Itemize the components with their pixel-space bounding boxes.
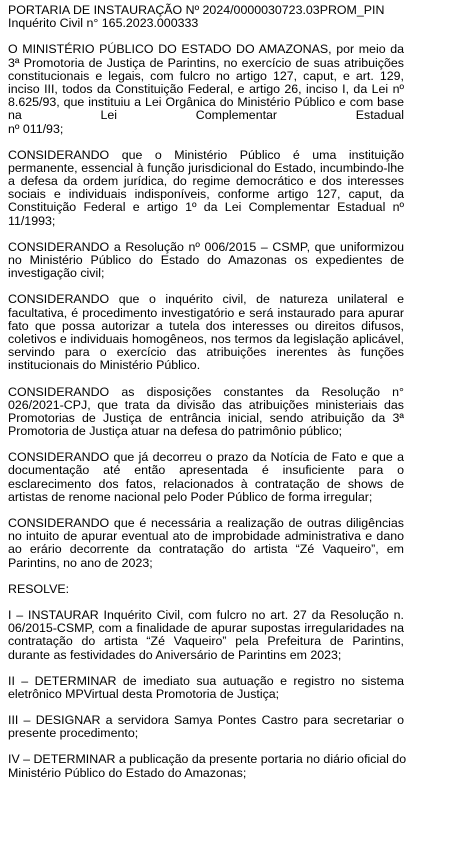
paragraph [8,43,404,135]
paragraph [8,517,404,570]
paragraph [8,149,404,228]
paragraph-line: institucionais do Ministério Público. [8,358,201,373]
paragraph-line: coletivos e individuais homogêneos, nos termos da legislação aplicável, [8,331,404,346]
paragraph-line: IV – DETERMINAR a publicação da presente portaria no diário oficial do [8,752,407,767]
paragraph-line: documentação até então apresentada é insuficiente para o [8,463,404,478]
paragraph-line: esclarecimento dos fatos, relacionados à contratação de shows de [8,476,404,491]
paragraph-line: Promotoria de Justiça atuar na defesa do patrimônio público; [8,424,343,439]
paragraph-gap [8,596,404,609]
paragraph-line: servindo para o exercício das atribuições inerentes às funções [8,345,404,360]
paragraph-line: 026/2021-CPJ, que trata da divisão das atribuições ministeriais das [8,397,404,412]
paragraph-line: 8.625/93, que instituiu a Lei Orgânica do Ministério Público e com base [8,95,404,110]
paragraph-line: II – DETERMINAR de imediato sua autuação e registro no sistema [8,673,404,688]
paragraph [8,609,404,662]
paragraph-line: CONSIDERANDO as disposições constantes da Resolução n° [8,384,404,399]
paragraph [8,386,404,439]
paragraph-line: no Ministério Público do Estado do Amazonas os expedientes de [8,253,404,267]
paragraph-line: artistas de renome nacional pelo Poder Público de forma irregular; [8,489,373,504]
paragraph-line: permanente, essencial à função jurisdicional do Estado, incumbindo-lhe [8,160,404,175]
paragraph-line: presente procedimento; [8,726,139,741]
paragraph-line: CONSIDERANDO que é necessária a realização de outras diligências [8,516,404,530]
paragraph-line: Ministério Público do Estado do Amazonas; [8,765,247,780]
paragraph-gap [8,570,404,583]
paragraph-line: CONSIDERANDO que o Ministério Público é uma instituição [8,147,404,162]
document [8,3,407,780]
paragraph-line: eletrônico MPVirtual desta Promotoria de Justiça; [8,686,280,701]
paragraph-gap [8,136,404,149]
paragraph-line: CONSIDERANDO que já decorreu o prazo da Notícia de Fato e que a [8,450,404,465]
paragraph-line: constitucionais e legais, com fulcro no artigo 127, caput, e art. 129, [8,68,404,83]
paragraph-line: O MINISTÉRIO PÚBLICO DO ESTADO DO AMAZONAS, por meio da [8,42,404,57]
document-body [8,42,407,780]
paragraph-line: CONSIDERANDO a Resolução nº 006/2015 – CSMP, que uniformizou [8,239,404,254]
paragraph-line: nº 011/93; [8,121,64,136]
paragraph-gap [8,228,404,241]
paragraph-line: III – DESIGNAR a servidora Samya Pontes Castro para secretariar o [8,713,404,728]
paragraph-line: 3ª Promotoria de Justiça de Parintins, no exercício de suas atribuições [8,55,404,70]
paragraph-line: Promotorias de Justiça de entrância inicial, sendo atribuição da 3ª [8,410,404,425]
paragraph [8,583,404,596]
paragraph-gap [8,373,404,386]
paragraph-line: Constituição Federal e artigo 1º da Lei Complementar Estadual nº [8,200,404,215]
paragraph-line: na Lei Complementar Estadual [8,108,404,123]
document-subtitle: Inquérito Civil n° 165.2023.000333 [8,16,199,31]
paragraph [8,293,404,372]
paragraph-line: investigação civil; [8,266,105,281]
paragraph [8,241,404,281]
paragraph-line: inciso III, todos da Constituição Federal, e artigo 26, inciso I, da Lei nº [8,81,404,96]
paragraph [8,675,404,701]
paragraph-line: I – INSTAURAR Inquérito Civil, com fulcro no art. 27 da Resolução n. [8,607,404,622]
paragraph-line: durante as festividades do Aniversário de Parintins em 2023; [8,647,342,662]
paragraph-line: ao erário decorrente da contratação do artista “Zé Vaqueiro”, em [8,542,404,557]
paragraph-line: Parintins, no ano de 2023; [8,555,153,570]
paragraph-line: RESOLVE: [8,581,70,596]
paragraph-line: a defesa da ordem jurídica, do regime democrático e dos interesses [8,174,404,189]
paragraph [8,451,404,504]
paragraph-line: 06/2015-CSMP, com a finalidade de apurar supostas irregularidades na [8,621,404,636]
paragraph-line: sociais e individuais indisponíveis, conforme artigo 127, caput, da [8,187,404,202]
document-title: PORTARIA DE INSTAURAÇÃO Nº 2024/0000030723.03PROM_PIN [8,3,385,17]
paragraph-line: 11/1993; [8,213,56,228]
paragraph [8,752,407,780]
paragraph [8,714,404,740]
paragraph-line: fato que possa autorizar a tutela dos interesses ou direitos difusos, [8,318,404,333]
paragraph-line: CONSIDERANDO que o inquérito civil, de natureza unilateral e [8,292,404,307]
paragraph-line: no intuito de apurar eventual ato de improbidade administrativa e dano [8,529,404,544]
paragraph-gap [8,662,404,675]
paragraph-line: contratação do artista “Zé Vaqueiro” pela Prefeitura de Parintins, [8,634,404,649]
paragraph-line: facultativa, é procedimento investigatório e será instaurado para apurar [8,305,404,320]
